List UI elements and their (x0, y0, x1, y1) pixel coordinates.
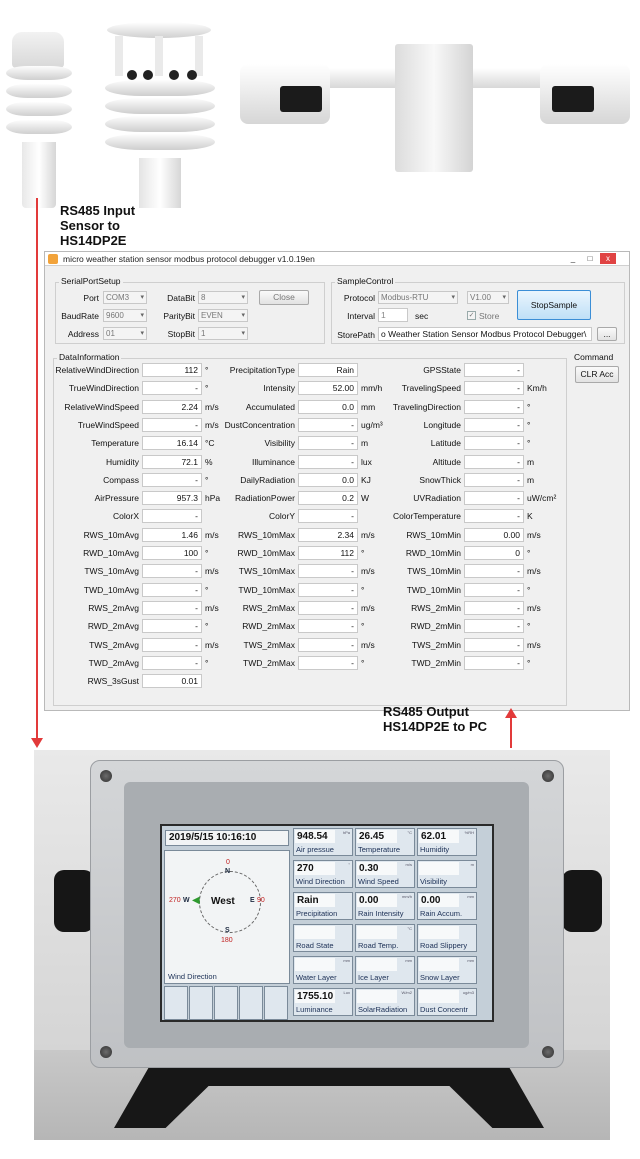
lcd-cell-water-layer (293, 956, 353, 984)
rws-10mavg-value: 1.46 (142, 528, 202, 542)
north-degree: 0 (226, 859, 230, 866)
lcd-cell-road-state (293, 924, 353, 952)
address-select[interactable]: 01 ▾ (103, 327, 147, 340)
title-bar (45, 252, 629, 266)
temperature-value: 16.14 (142, 436, 202, 450)
rws-2mmax-value: - (298, 601, 358, 615)
lcd-cell-road-slippery (417, 924, 477, 952)
tws-2mavg-value: - (142, 638, 202, 652)
lcd-cell-value (419, 990, 459, 1003)
port-label: Port (83, 293, 99, 303)
travelingdirection-label: TravelingDirection (392, 402, 461, 412)
rws-2mmax-unit: m/s (361, 603, 375, 613)
lcd-cell-value: 0.30 (357, 862, 397, 875)
rws-10mmin-unit: m/s (527, 530, 541, 540)
lcd-cell-wind-direction (293, 860, 353, 888)
twd-2mmin-value: - (464, 656, 524, 670)
lcd-cell-unit: mm (343, 958, 350, 963)
rws-2mmin-unit: m/s (527, 603, 541, 613)
twd-10mmax-value: - (298, 583, 358, 597)
rws-2mmax-label: RWS_2mMax (242, 603, 295, 613)
lcd-cell-value (419, 862, 459, 875)
tws-10mmax-unit: m/s (361, 566, 375, 576)
humidity-unit: % (205, 457, 213, 467)
rws-10mmax-label: RWS_10mMax (238, 530, 295, 540)
protocol-label: Protocol (343, 293, 375, 303)
longitude-unit: ° (527, 420, 531, 430)
debugger-window (44, 251, 630, 711)
accumulated-label: Accumulated (245, 402, 295, 412)
lcd-cell-wind-speed (355, 860, 415, 888)
radiationpower-label: RadiationPower (234, 493, 295, 503)
colortemperature-value: - (464, 509, 524, 523)
lcd-cell-rain-intensity (355, 892, 415, 920)
travelingdirection-value: - (464, 400, 524, 414)
tws-2mmin-unit: m/s (527, 640, 541, 650)
west-label: W (183, 897, 190, 904)
serial-port-setup-legend: SerialPortSetup (61, 276, 121, 286)
truewindspeed-unit: m/s (205, 420, 219, 430)
visibility-unit: m (361, 438, 369, 448)
truewinddirection-label: TrueWindDirection (68, 383, 139, 393)
colortemperature-unit: K (527, 511, 533, 521)
lcd-cell-name: Wind Speed (358, 877, 399, 886)
latitude-value: - (464, 436, 524, 450)
dailyradiation-unit: KJ (361, 475, 371, 485)
interval-label: Interval (347, 311, 375, 321)
lcd-cell-air-pressue (293, 828, 353, 856)
lcd-cell-value (295, 926, 335, 939)
tws-2mavg-label: TWS_2mAvg (89, 640, 139, 650)
altitude-unit: m (527, 457, 535, 467)
compass-panel (164, 850, 290, 984)
colorx-label: ColorX (113, 511, 139, 521)
visibility-sensor-photo (240, 38, 632, 176)
protocol-select[interactable]: Modbus-RTU ▾ (378, 291, 458, 304)
relativewinddirection-unit: ° (205, 365, 209, 375)
longitude-label: Longitude (423, 420, 461, 430)
travelingspeed-value: - (464, 381, 524, 395)
humidity-value: 72.1 (142, 455, 202, 469)
twd-2mmax-value: - (298, 656, 358, 670)
travelingspeed-label: TravelingSpeed (401, 383, 461, 393)
twd-2mmax-unit: ° (361, 658, 365, 668)
temperature-label: Temperature (91, 438, 139, 448)
lcd-cell-unit: m (470, 862, 474, 867)
interval-unit: sec (415, 311, 429, 321)
lcd-cell-value: 26.45 (357, 830, 397, 843)
uvradiation-label: UVRadiation (413, 493, 461, 503)
lcd-cell-humidity (417, 828, 477, 856)
compass-label: Compass (103, 475, 139, 485)
rws-10mavg-unit: m/s (205, 530, 219, 540)
address-label: Address (67, 329, 99, 339)
rwd-10mmin-label: RWD_10mMin (405, 548, 461, 558)
dustconcentration-label: DustConcentration (224, 420, 295, 430)
lcd-cell-value: Rain (295, 894, 335, 907)
tws-10mmin-unit: m/s (527, 566, 541, 576)
interval-input[interactable]: 1 (378, 308, 408, 322)
lcd-cell-solarradiation (355, 988, 415, 1016)
direction-readout: West (211, 896, 235, 907)
latitude-unit: ° (527, 438, 531, 448)
twd-10mavg-value: - (142, 583, 202, 597)
rws-10mavg-label: RWS_10mAvg (83, 530, 139, 540)
rwd-2mmax-unit: ° (361, 621, 365, 631)
lcd-cell-name: Road State (296, 941, 334, 950)
lcd-cell-value (357, 990, 397, 1003)
lcd-cell-road-temp (355, 924, 415, 952)
lcd-cell-name: Water Layer (296, 973, 337, 982)
lcd-cell-unit: ug/m3 (462, 990, 474, 995)
tws-2mmin-label: TWS_2mMin (411, 640, 461, 650)
rwd-10mavg-value: 100 (142, 546, 202, 560)
twd-10mmax-unit: ° (361, 585, 365, 595)
version-select[interactable]: V1.00 ▾ (467, 291, 509, 304)
screen-tabs (164, 986, 290, 1020)
sample-control-legend: SampleControl (337, 276, 394, 286)
clr-acc-button[interactable]: CLR Acc (575, 366, 619, 383)
travelingdirection-unit: ° (527, 402, 531, 412)
rwd-2mavg-value: - (142, 619, 202, 633)
lcd-cell-name: Ice Layer (358, 973, 389, 982)
screen-tab[interactable] (164, 986, 188, 1020)
close-port-button[interactable]: Close (259, 290, 309, 305)
twd-10mmin-value: - (464, 583, 524, 597)
lcd-cell-value: 1755.10 (297, 991, 334, 1002)
lcd-cell-value (357, 926, 397, 939)
lcd-cell-unit: m/s (405, 862, 412, 867)
airpressure-unit: hPa (205, 493, 221, 503)
rws-2mmin-value: - (464, 601, 524, 615)
precipitationtype-value: Rain (298, 363, 358, 377)
compass-unit: ° (205, 475, 209, 485)
lcd-cell-name: Air pressue (296, 845, 334, 854)
truewinddirection-value: - (142, 381, 202, 395)
baudrate-select[interactable]: 9600 ▾ (103, 309, 147, 322)
tws-2mmax-label: TWS_2mMax (243, 640, 295, 650)
lcd-cell-snow-layer (417, 956, 477, 984)
accumulated-value: 0.0 (298, 400, 358, 414)
window-title: micro weather station sensor modbus protocol debugger v1.0.19en (63, 254, 315, 264)
rwd-2mavg-label: RWD_2mAvg (87, 621, 139, 631)
storepath-input[interactable]: o Weather Station Sensor Modbus Protocol Debugger\ (378, 327, 592, 341)
lcd-cell-unit: W/m2 (401, 990, 412, 995)
gpsstate-label: GPSState (423, 365, 461, 375)
lcd-cell-name: Luminance (296, 1005, 333, 1014)
lcd-cell-temperature (355, 828, 415, 856)
lcd-cell-name: Humidity (420, 845, 450, 854)
lcd-cell-value (295, 958, 335, 971)
rwd-10mmax-value: 112 (298, 546, 358, 560)
relativewindspeed-label: RelativeWindSpeed (64, 402, 139, 412)
tws-2mavg-unit: m/s (205, 640, 219, 650)
rwd-10mmin-value: 0 (464, 546, 524, 560)
colortemperature-label: ColorTemperature (392, 511, 461, 521)
tws-2mmax-value: - (298, 638, 358, 652)
lcd-cell-rain-accum (417, 892, 477, 920)
uvradiation-value: - (464, 491, 524, 505)
storepath-label: StorePath (337, 330, 375, 340)
illuminance-label: Illuminance (252, 457, 295, 467)
west-degree: 270 (169, 897, 181, 904)
lcd-cell-name: SolarRadiation (358, 1005, 408, 1014)
databit-select[interactable]: 8 ▾ (198, 291, 248, 304)
display-unit-photo (34, 750, 610, 1140)
truewinddirection-unit: ° (205, 383, 209, 393)
tws-10mmin-label: TWS_10mMin (407, 566, 461, 576)
intensity-unit: mm/h (361, 383, 383, 393)
humidity-label: Humidity (105, 457, 139, 467)
rws-10mmin-value: 0.00 (464, 528, 524, 542)
truewindspeed-value: - (142, 418, 202, 432)
illuminance-value: - (298, 455, 358, 469)
paritybit-select[interactable]: EVEN ▾ (198, 309, 248, 322)
radiationpower-unit: W (361, 493, 370, 503)
databit-label: DataBit (167, 293, 195, 303)
rws-10mmax-value: 2.34 (298, 528, 358, 542)
gpsstate-value: - (464, 363, 524, 377)
rwd-2mmax-value: - (298, 619, 358, 633)
relativewindspeed-unit: m/s (205, 402, 219, 412)
rws-2mavg-label: RWS_2mAvg (88, 603, 139, 613)
illuminance-unit: lux (361, 457, 372, 467)
ultrasonic-weather-sensor-photo (105, 12, 215, 202)
colory-value: - (298, 509, 358, 523)
rws-10mmax-unit: m/s (361, 530, 375, 540)
intensity-value: 52.00 (298, 381, 358, 395)
intensity-label: Intensity (263, 383, 295, 393)
paritybit-label: ParityBit (163, 311, 195, 321)
browse-button[interactable]: ... (597, 327, 617, 341)
twd-2mavg-unit: ° (205, 658, 209, 668)
radiationpower-value: 0.2 (298, 491, 358, 505)
lcd-cell-unit: hPa (342, 830, 350, 835)
twd-10mmin-label: TWD_10mMin (406, 585, 461, 595)
close-window-button[interactable]: x (600, 253, 616, 264)
tws-10mavg-unit: m/s (205, 566, 219, 576)
rs485-output-label: RS485 Output HS14DP2E to PC (383, 704, 488, 734)
rws-10mmin-label: RWS_10mMin (406, 530, 461, 540)
port-select[interactable]: COM3 ▾ (103, 291, 147, 304)
travelingspeed-unit: Km/h (527, 383, 547, 393)
twd-2mmax-label: TWD_2mMax (243, 658, 295, 668)
stop-sample-button[interactable]: StopSample (517, 290, 591, 320)
lcd-cell-name: Snow Layer (420, 973, 460, 982)
wind-arrow-icon: ◀ (192, 895, 200, 906)
stopbit-label: StopBit (167, 329, 195, 339)
lcd-cell-value: 0.00 (419, 894, 459, 907)
altitude-value: - (464, 455, 524, 469)
app-icon (48, 254, 58, 264)
lcd-cell-name: Temperature (358, 845, 401, 854)
dustconcentration-unit: ug/m³ (361, 420, 383, 430)
relativewinddirection-label: RelativeWindDirection (55, 365, 139, 375)
longitude-value: - (464, 418, 524, 432)
input-arrow-line (36, 198, 38, 743)
rws-3sgust-label: RWS_3sGust (87, 676, 139, 686)
lcd-cell-name: Dust Concentr (420, 1005, 468, 1014)
lcd-cell-unit: %RH (464, 830, 474, 835)
lcd-cell-value (419, 926, 459, 939)
lcd-cell-value (357, 958, 397, 971)
maximize-button[interactable]: □ (587, 254, 593, 263)
temperature-unit: °C (205, 438, 215, 448)
rws-2mavg-unit: m/s (205, 603, 219, 613)
snowthick-value: - (464, 473, 524, 487)
dustconcentration-value: - (298, 418, 358, 432)
relativewinddirection-value: 112 (142, 363, 202, 377)
snowthick-unit: m (527, 475, 535, 485)
lcd-cell-unit: Lux (343, 990, 350, 995)
tws-2mmax-unit: m/s (361, 640, 375, 650)
rwd-10mavg-label: RWD_10mAvg (83, 548, 139, 558)
twd-10mavg-unit: ° (205, 585, 209, 595)
tws-10mavg-value: - (142, 564, 202, 578)
airpressure-value: 957.3 (142, 491, 202, 505)
rwd-2mmax-label: RWD_2mMax (242, 621, 295, 631)
altitude-label: Altitude (432, 457, 461, 467)
rwd-2mmin-value: - (464, 619, 524, 633)
rwd-10mmin-unit: ° (527, 548, 531, 558)
rwd-10mmax-label: RWD_10mMax (237, 548, 295, 558)
command-legend: Command (574, 352, 614, 362)
lcd-cell-name: Wind Direction (296, 877, 345, 886)
baudrate-label: BaudRate (61, 311, 99, 321)
colorx-value: - (142, 509, 202, 523)
south-degree: 180 (221, 937, 233, 944)
rwd-2mmin-label: RWD_2mMin (410, 621, 461, 631)
truewindspeed-label: TrueWindSpeed (77, 420, 139, 430)
rws-3sgust-value: 0.01 (142, 674, 202, 688)
lcd-cell-value: 270 (295, 862, 335, 875)
lcd-cell-name: Road Slippery (420, 941, 468, 950)
visibility-value: - (298, 436, 358, 450)
twd-2mmin-unit: ° (527, 658, 531, 668)
rwd-2mavg-unit: ° (205, 621, 209, 631)
screen-tab[interactable] (214, 986, 238, 1020)
relativewindspeed-value: 2.24 (142, 400, 202, 414)
tws-10mavg-label: TWS_10mAvg (84, 566, 139, 576)
twd-2mmin-label: TWD_2mMin (411, 658, 461, 668)
lcd-cell-luminance (293, 988, 353, 1016)
lcd-cell-value (419, 958, 459, 971)
rws-2mavg-value: - (142, 601, 202, 615)
datetime-readout: 2019/5/15 10:16:10 (165, 830, 289, 846)
store-label: Store (479, 311, 500, 321)
east-label: E (250, 897, 255, 904)
south-label: S (225, 927, 230, 934)
airpressure-label: AirPressure (94, 493, 139, 503)
east-degree: 90 (257, 897, 265, 904)
store-checkbox[interactable]: ✓ (468, 312, 475, 319)
screen-tab[interactable] (264, 986, 288, 1020)
right-knob (562, 870, 602, 932)
lcd-cell-name: Road Temp. (358, 941, 399, 950)
accumulated-unit: mm (361, 402, 376, 412)
rwd-10mavg-unit: ° (205, 548, 209, 558)
screen-tab[interactable] (189, 986, 213, 1020)
colory-label: ColorY (269, 511, 295, 521)
lcd-cell-value: 0.00 (357, 894, 397, 907)
minimize-button[interactable]: _ (570, 254, 576, 263)
twd-10mmax-label: TWD_10mMax (238, 585, 295, 595)
arrow-down-icon (31, 738, 43, 748)
uvradiation-unit: uW/cm² (527, 493, 557, 503)
micro-weather-sensor-photo (6, 22, 72, 192)
dailyradiation-label: DailyRadiation (240, 475, 295, 485)
lcd-cell-visibility (417, 860, 477, 888)
lcd-cell-unit: °C (407, 926, 412, 931)
precipitationtype-label: PrecipitationType (229, 365, 295, 375)
twd-2mavg-label: TWD_2mAvg (88, 658, 139, 668)
tws-10mmin-value: - (464, 564, 524, 578)
screen-tab[interactable] (239, 986, 263, 1020)
lcd-cell-name: Rain Accum. (420, 909, 463, 918)
twd-10mavg-label: TWD_10mAvg (83, 585, 139, 595)
rs485-input-label: RS485 Input Sensor to HS14DP2E (60, 203, 136, 248)
lcd-cell-unit: °C (407, 830, 412, 835)
lcd-cell-value: 62.01 (419, 830, 459, 843)
stopbit-select[interactable]: 1 ▾ (198, 327, 248, 340)
data-information-legend: DataInformation (59, 352, 120, 362)
visibility-label: Visibility (264, 438, 295, 448)
lcd-cell-ice-layer (355, 956, 415, 984)
lcd-cell-unit: mm/h (402, 894, 412, 899)
north-label: N (225, 868, 231, 875)
left-knob (54, 870, 94, 932)
latitude-label: Latitude (430, 438, 461, 448)
dailyradiation-value: 0.0 (298, 473, 358, 487)
rws-2mmin-label: RWS_2mMin (411, 603, 461, 613)
rwd-2mmin-unit: ° (527, 621, 531, 631)
lcd-cell-name: Rain Intensity (358, 909, 404, 918)
lcd-cell-unit: mm (467, 958, 474, 963)
lcd-cell-name: Visibility (420, 877, 447, 886)
lcd-screen (160, 824, 494, 1022)
rwd-10mmax-unit: ° (361, 548, 365, 558)
tws-10mmax-value: - (298, 564, 358, 578)
lcd-cell-unit: mm (467, 894, 474, 899)
lcd-cell-precipitation (293, 892, 353, 920)
snowthick-label: SnowThick (419, 475, 461, 485)
twd-2mavg-value: - (142, 656, 202, 670)
tws-2mmin-value: - (464, 638, 524, 652)
output-arrow-line (510, 716, 512, 748)
lcd-cell-value: 948.54 (295, 830, 335, 843)
lcd-cell-name: Precipitation (296, 909, 338, 918)
lcd-cell-unit: ° (348, 862, 350, 867)
wind-direction-caption: Wind Direction (168, 972, 217, 981)
compass-value: - (142, 473, 202, 487)
tws-10mmax-label: TWS_10mMax (238, 566, 295, 576)
lcd-cell-unit: mm (405, 958, 412, 963)
twd-10mmin-unit: ° (527, 585, 531, 595)
lcd-cell-dust-concentr (417, 988, 477, 1016)
